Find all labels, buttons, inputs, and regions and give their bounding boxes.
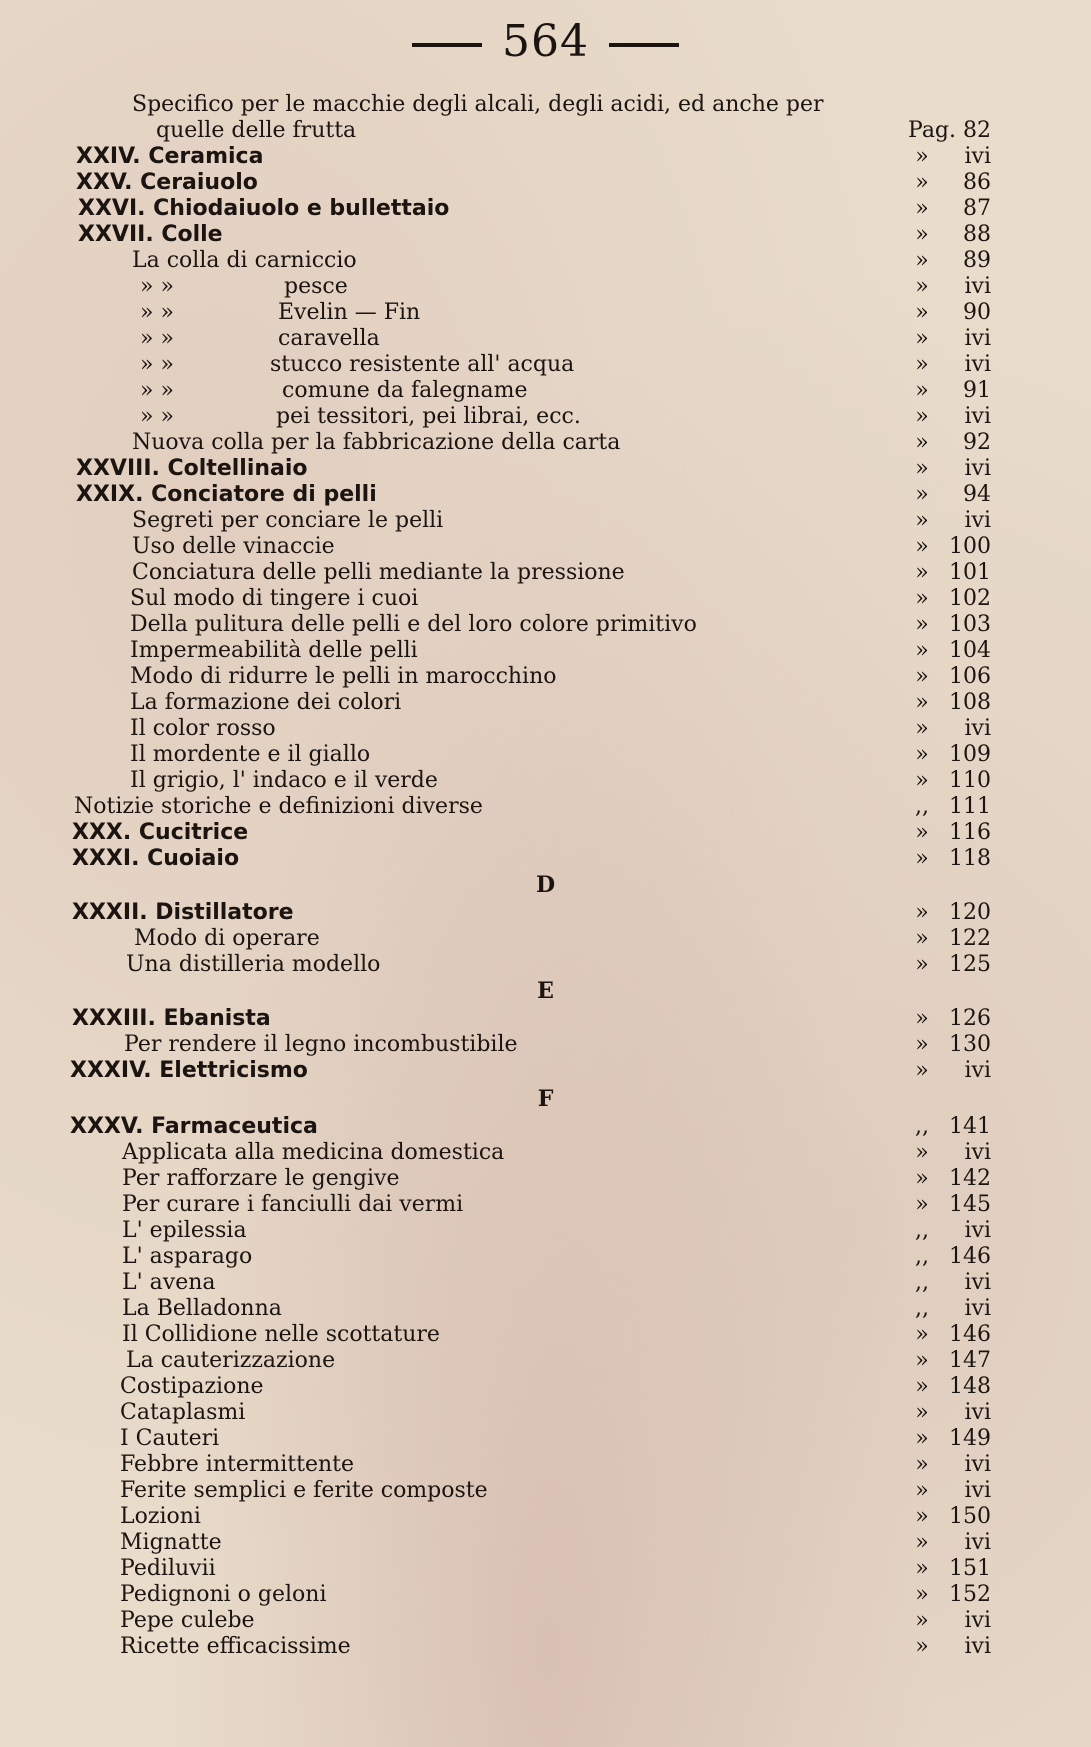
page-ref: ivi [964, 1608, 991, 1633]
page-ref: 111 [949, 794, 991, 819]
entry-title: Impermeabilità delle pelli [130, 638, 418, 663]
page-ref: 125 [949, 952, 991, 977]
page-ref: 118 [949, 846, 991, 871]
ditto-mark: » [915, 196, 929, 221]
ditto-mark: » [915, 352, 929, 377]
entry-title: Notizie storiche e definizioni diverse [74, 794, 483, 819]
page-ref: ivi [964, 1270, 991, 1295]
ditto-mark: » [915, 404, 929, 429]
ditto-marks: » » [140, 300, 174, 325]
toc-entry [0, 1348, 1091, 1374]
toc-entry [0, 508, 1091, 534]
ditto-mark: ,, [915, 1270, 929, 1295]
ditto-mark: » [915, 1322, 929, 1347]
ditto-mark: » [915, 768, 929, 793]
ditto-marks: » » [140, 404, 174, 429]
entry-title: XXV. Ceraiuolo [76, 170, 258, 195]
ditto-marks: » » [140, 274, 174, 299]
page-ref: ivi [964, 1478, 991, 1503]
page-ref: 100 [949, 534, 991, 559]
toc-entry [0, 378, 1091, 404]
toc-chapter [0, 456, 1091, 482]
entry-title: Costipazione [120, 1374, 264, 1399]
toc-entry [0, 716, 1091, 742]
ditto-mark: » [915, 456, 929, 481]
toc-entry [0, 1140, 1091, 1166]
toc-entry [0, 430, 1091, 456]
section-letter: E [537, 978, 554, 1004]
ditto-mark: » [915, 1608, 929, 1633]
entry-title: caravella [278, 326, 380, 351]
ditto-mark: » [915, 664, 929, 689]
entry-title: XXXII. Distillatore [72, 900, 294, 925]
ditto-mark: » [915, 1452, 929, 1477]
ditto-mark: » [915, 1374, 929, 1399]
page-ref: 147 [949, 1348, 991, 1373]
entry-title: Una distilleria modello [126, 952, 381, 977]
toc-entry [0, 1218, 1091, 1244]
page-ref: 148 [949, 1374, 991, 1399]
page-ref: 120 [949, 900, 991, 925]
entry-title: Modo di operare [134, 926, 320, 951]
entry-title: comune da falegname [282, 378, 528, 403]
entry-title: Per curare i fanciulli dai vermi [122, 1192, 464, 1217]
toc-entry [0, 638, 1091, 664]
page-ref: 145 [949, 1192, 991, 1217]
entry-title: pei tessitori, pei librai, ecc. [276, 404, 581, 429]
toc-entry [0, 534, 1091, 560]
ditto-mark: ,, [915, 1296, 929, 1321]
toc-entry [0, 1374, 1091, 1400]
entry-title: Febbre intermittente [120, 1452, 354, 1477]
toc-entry [0, 1504, 1091, 1530]
ditto-mark: » [915, 482, 929, 507]
ditto-mark: » [915, 926, 929, 951]
ditto-mark: » [915, 1504, 929, 1529]
toc-chapter [0, 482, 1091, 508]
ditto-marks: » » [140, 326, 174, 351]
page-ref: 146 [949, 1244, 991, 1269]
ditto-mark: » [915, 222, 929, 247]
ditto-mark: » [915, 900, 929, 925]
toc-chapter [0, 900, 1091, 926]
ditto-mark: » [915, 1032, 929, 1057]
section-letter: F [537, 1086, 554, 1112]
entry-title: Uso delle vinaccie [132, 534, 335, 559]
ditto-mark: » [915, 1582, 929, 1607]
page-ref: 150 [949, 1504, 991, 1529]
entry-title: quelle delle frutta [156, 118, 357, 143]
page-ref: 88 [963, 222, 991, 247]
toc-entry [0, 768, 1091, 794]
page-ref: 151 [949, 1556, 991, 1581]
page-ref: 130 [949, 1032, 991, 1057]
toc-entry [0, 1296, 1091, 1322]
ditto-mark: » [915, 1426, 929, 1451]
toc-chapter [0, 222, 1091, 248]
toc-entry [0, 664, 1091, 690]
entry-title: XXVI. Chiodaiuolo e bullettaio [78, 196, 450, 221]
entry-title: Il color rosso [130, 716, 276, 741]
ditto-mark: » [915, 144, 929, 169]
entry-title: pesce [284, 274, 348, 299]
ditto-mark: » [915, 534, 929, 559]
toc-entry [0, 1478, 1091, 1504]
entry-title: Applicata alla medicina domestica [122, 1140, 505, 1165]
entry-title: Conciatura delle pelli mediante la pressione [132, 560, 625, 585]
ditto-mark: » [915, 1530, 929, 1555]
entry-title: XXIV. Ceramica [76, 144, 264, 169]
ditto-mark: » [915, 612, 929, 637]
ditto-mark: » [915, 952, 929, 977]
ditto-mark: » [915, 820, 929, 845]
toc-entry [0, 1426, 1091, 1452]
toc-entry [0, 1400, 1091, 1426]
toc-entry [0, 952, 1091, 978]
toc-entry [0, 560, 1091, 586]
page-ref: ivi [964, 404, 991, 429]
toc-entry [0, 404, 1091, 430]
page-ref: 101 [949, 560, 991, 585]
toc-entry [0, 1660, 1091, 1686]
toc-chapter [0, 820, 1091, 846]
toc-entry [0, 1166, 1091, 1192]
toc-entry [0, 1192, 1091, 1218]
ditto-marks: » » [140, 378, 174, 403]
ditto-mark: » [915, 690, 929, 715]
entry-title: Cataplasmi [120, 1400, 246, 1425]
page-ref: 109 [949, 742, 991, 767]
page-ref: 146 [949, 1322, 991, 1347]
page-ref: 94 [963, 482, 991, 507]
entry-title: Specifico per le macchie degli alcali, degli acidi, ed anche per [132, 92, 824, 117]
ditto-mark: » [915, 716, 929, 741]
entry-title: Il mordente e il giallo [130, 742, 371, 767]
page-ref: 116 [949, 820, 991, 845]
ditto-mark: » [915, 1166, 929, 1191]
entry-title: L' epilessia [122, 1218, 247, 1243]
page-ref: ivi [964, 1218, 991, 1243]
entry-title: XXXV. Farmaceutica [70, 1114, 318, 1139]
entry-title: Ricette efficacissime [120, 1634, 351, 1659]
toc-entry [0, 1244, 1091, 1270]
entry-title: Pepe culebe [120, 1608, 255, 1633]
page-ref: 91 [963, 378, 991, 403]
ditto-mark: » [915, 742, 929, 767]
ditto-mark: » [915, 170, 929, 195]
ditto-mark: » [915, 1058, 929, 1083]
page-ref: ivi [964, 274, 991, 299]
entry-title: XXVIII. Coltellinaio [76, 456, 308, 481]
entry-title: Lozioni [120, 1504, 201, 1529]
toc-chapter [0, 170, 1091, 196]
toc-chapter [0, 846, 1091, 872]
page-ref: 152 [949, 1582, 991, 1607]
toc-entry [0, 690, 1091, 716]
ditto-mark: » [915, 1478, 929, 1503]
page-ref: ivi [964, 1634, 991, 1659]
continued-entry-line-1 [0, 92, 1091, 118]
entry-title: XXIX. Conciatore di pelli [76, 482, 377, 507]
entry-title: Della pulitura delle pelli e del loro colore primitivo [130, 612, 697, 637]
entry-title: La Belladonna [122, 1296, 282, 1321]
entry-title: XXXIII. Ebanista [72, 1006, 271, 1031]
ditto-mark: » [915, 430, 929, 455]
entry-title: Evelin — Fin [278, 300, 421, 325]
toc-entry [0, 1452, 1091, 1478]
page-ref: 126 [949, 1006, 991, 1031]
ditto-mark: » [915, 638, 929, 663]
continued-entry-line-2 [0, 118, 1091, 144]
page-ref: 92 [963, 430, 991, 455]
page-ref: 102 [949, 586, 991, 611]
toc-entry [0, 1530, 1091, 1556]
page-ref: ivi [964, 326, 991, 351]
page-ref: ivi [964, 1452, 991, 1477]
page-header [0, 16, 1091, 67]
ditto-mark: » [915, 1400, 929, 1425]
ditto-mark: » [915, 846, 929, 871]
page-ref: 108 [949, 690, 991, 715]
entry-title: Segreti per conciare le pelli [132, 508, 444, 533]
ditto-mark: » [915, 560, 929, 585]
page-ref: 122 [949, 926, 991, 951]
page-ref: 87 [963, 196, 991, 221]
toc-entry [0, 352, 1091, 378]
entry-title: XXVII. Colle [78, 222, 223, 247]
toc-entry [0, 1582, 1091, 1608]
page-ref: ivi [964, 1140, 991, 1165]
page-ref: 89 [963, 248, 991, 273]
toc-entry [0, 248, 1091, 274]
toc-chapter [0, 144, 1091, 170]
entry-title: La colla di carniccio [132, 248, 357, 273]
entry-title: Pediluvii [120, 1556, 216, 1581]
toc-entry [0, 1322, 1091, 1348]
page-ref: 142 [949, 1166, 991, 1191]
page-ref: ivi [964, 144, 991, 169]
ditto-mark: » [915, 1006, 929, 1031]
toc-entry [0, 794, 1091, 820]
toc-entry [0, 1032, 1091, 1058]
ditto-mark: » [915, 1140, 929, 1165]
page-ref: ivi [964, 716, 991, 741]
toc-entry [0, 612, 1091, 638]
page-ref: 90 [963, 300, 991, 325]
entry-title: Per rendere il legno incombustibile [124, 1032, 518, 1057]
toc-entry [0, 742, 1091, 768]
entry-title: stucco resistente all' acqua [270, 352, 575, 377]
ditto-mark: ,, [915, 1244, 929, 1269]
toc-entry [0, 274, 1091, 300]
toc-chapter [0, 1058, 1091, 1084]
page-ref: 110 [949, 768, 991, 793]
ditto-mark: » [915, 1556, 929, 1581]
section-letter: D [535, 872, 556, 898]
entry-title: I Cauteri [120, 1426, 220, 1451]
page-ref: ivi [964, 1400, 991, 1425]
ditto-mark: » [915, 326, 929, 351]
entry-title: La cauterizzazione [126, 1348, 336, 1373]
toc-entry [0, 586, 1091, 612]
ditto-mark: ,, [915, 1114, 929, 1139]
entry-title: XXX. Cucitrice [72, 820, 249, 845]
page-ref: 86 [963, 170, 991, 195]
entry-title: Per rafforzare le gengive [122, 1166, 400, 1191]
toc-entry [0, 1634, 1091, 1660]
ditto-mark: » [915, 1348, 929, 1373]
page-ref: ivi [964, 352, 991, 377]
ditto-mark: » [915, 300, 929, 325]
entry-title: Ferite semplici e ferite composte [120, 1478, 488, 1503]
toc-entry [0, 326, 1091, 352]
toc-chapter [0, 1114, 1091, 1140]
ditto-mark: » [915, 508, 929, 533]
entry-title: Pedignoni o geloni [120, 1582, 327, 1607]
toc-chapter [0, 1006, 1091, 1032]
header-dash-right [609, 43, 679, 47]
toc-entry [0, 926, 1091, 952]
page-ref: Pag. 82 [908, 118, 991, 143]
entry-title: Nuova colla per la fabbricazione della carta [132, 430, 621, 455]
ditto-marks: » » [140, 352, 174, 377]
ditto-mark: » [915, 1192, 929, 1217]
page-ref: ivi [964, 456, 991, 481]
page-ref: ivi [964, 1058, 991, 1083]
page-ref: ivi [964, 508, 991, 533]
ditto-mark: » [915, 1634, 929, 1659]
toc-entry [0, 1270, 1091, 1296]
entry-title: L' avena [122, 1270, 216, 1295]
page-ref: 141 [949, 1114, 991, 1139]
entry-title: Modo di ridurre le pelli in marocchino [130, 664, 557, 689]
ditto-mark: » [915, 248, 929, 273]
header-dash-left [412, 43, 482, 47]
ditto-mark: » [915, 274, 929, 299]
ditto-mark: » [915, 586, 929, 611]
page-ref: ivi [964, 1530, 991, 1555]
page-ref: ivi [964, 1296, 991, 1321]
toc-entry [0, 1556, 1091, 1582]
ditto-mark: ,, [915, 794, 929, 819]
entry-title: Il Collidione nelle scottature [122, 1322, 440, 1347]
entry-title: Sul modo di tingere i cuoi [130, 586, 419, 611]
entry-title: Mignatte [120, 1530, 222, 1555]
entry-title: XXXIV. Elettricismo [70, 1058, 308, 1083]
entry-title: Il grigio, l' indaco e il verde [130, 768, 438, 793]
ditto-mark: ,, [915, 1218, 929, 1243]
ditto-mark: » [915, 378, 929, 403]
page-number: 564 [502, 16, 589, 67]
entry-title: XXXI. Cuoiaio [72, 846, 240, 871]
page-ref: 149 [949, 1426, 991, 1451]
page-ref: 104 [949, 638, 991, 663]
entry-title: L' asparago [122, 1244, 253, 1269]
toc-chapter [0, 196, 1091, 222]
page-ref: 103 [949, 612, 991, 637]
entry-title: La formazione dei colori [130, 690, 402, 715]
toc-entry [0, 1608, 1091, 1634]
toc-entry [0, 300, 1091, 326]
page-ref: 106 [949, 664, 991, 689]
